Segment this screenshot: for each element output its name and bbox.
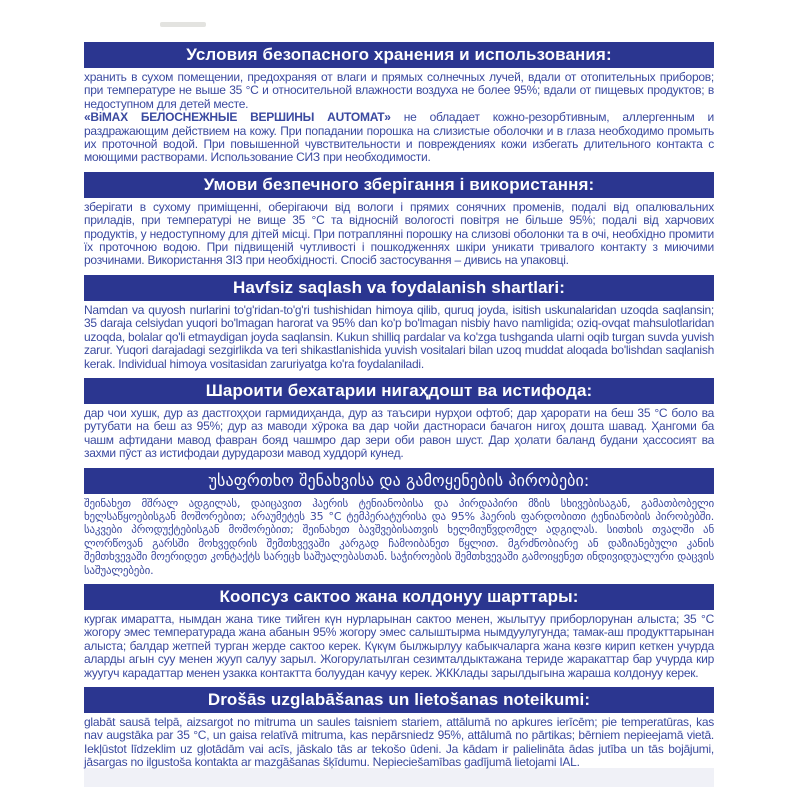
section-body-russian (84, 71, 714, 165)
paragraph-ky: кургак имаратта, нымдан жана тике тийген күн нурларынан сактоо менен, жылытуу приборлорунан алыста; 35 °С жогору эмес температурада жана абанын 95% жогору эмес салыштырма нымдуулугунда; тамак-аш продукттарынан алыста; балдар жетпей турган жерде сактоо керек. Күкүм былжырлуу кабыкчаларга жана көзгө кирип кеткен учурда аларды агын суу менен жууп салуу зарыл. Жогорулатылган сезимталдыктажана териде жаракаттар бар учурда кир жуугуч карадаттар менен узакка контактта болуудан качуу керек. ЖККлады зарылдыгына жараша колдонуу керек. (84, 611, 714, 680)
paragraph-uz: Namdan va quyosh nurlarini to'g'ridan-to'g'ri tushishidan himoya qilib, quruq joyda, isitish uskunalaridan uzoqda saqlansin; 35 daraja celsiydan yuqori bo'lmagan harorat va 95% dan ko'p bo'lmagan nisbiy havo namligida; oziq-ovqat mahsulotlaridan uzoqda, bolalar qo'li etmaydigan joyda saqlansin. Kukun shilliq pardalar va ko'zga tushganda ularni oqib turgan suvda yuvish zarur. Yuqori darajadagi sezgirlikda va teri shikastlanishida yuvish vositalari bilan uzoq muddat aloqada bo'lishdan saqlanish kerak. Individual himoya vositasidan zaruriyatga ko'ra foydalaniladi. (84, 302, 715, 371)
paragraph-tj: дар чои хушк, дур аз дастгоҳҳои гармидиҳанда, дур аз таъсири нурҳои офтоб; дар ҳарорати на беш 35 °С боло ва рутубати на беш аз 95%; дур аз маводи хӯрока ва дар чойи дастнораси бачагон нигоҳ дошта шавад. Ҳангоми ба чашм афтидани мавод фавран бояд чашмро дар зери оби равон шуст. Дар ҳолати баланд будани ҳассосият ва захми пӯст аз истифодаи дурударози мавод худдорӣ кунед. (84, 405, 714, 461)
section-header-latvian: Drošās uzglabāšanas un lietošanas noteikumi: (84, 687, 714, 713)
section-body-latvian (84, 716, 714, 770)
section-body-tajik (84, 407, 714, 461)
section-body-kyrgyz (84, 613, 714, 680)
paragraph-uk: зберігати в сухому приміщенні, оберігаючи від вологи і прямих сонячних променів, подалі від опалювальних приладів, при температурі не вище 35 °С та відносній вологості повітря не більше 95%; подалі від харчових продуктів, у недоступному для дітей місці. При потраплянні порошку на слизові оболонки та в очі, необхідно промити їх проточною водою. При підвищеній чутливості і пошкодженнях шкіри уникати тривалого контакту з миючими розчинами. Використання ЗІЗ при необхідності. Спосіб застосування – дивись на упаковці. (84, 199, 714, 268)
paragraph-storage-conditions-ru: хранить в сухом помещении, предохраняя от влаги и прямых солнечных лучей, вдали от отопительных приборов; при температуре не выше 35 °С и относительной влажности воздуха не более 95%; вдали от пищевых продуктов; в недоступном для детей месте. (84, 70, 714, 111)
paragraph-product-safety-ru (84, 111, 714, 165)
section-header-ukrainian: Умови безпечного зберігання і використання: (84, 172, 714, 198)
section-body-uzbek (84, 304, 714, 371)
section-header-russian: Условия безопасного хранения и использования: (84, 42, 714, 68)
section-latvian (84, 687, 714, 770)
top-smudge-artifact (160, 22, 206, 27)
paragraph-ge: შეინახეთ მშრალ ადგილას, დაიცავით ჰაერის ტენიანობისა და პირდაპირი მზის სხივებისაგან, გამათბობელი ხელსაწყოებისგან მოშორებით; არაუმეტეს 35 °C ტემპერატურისა და 95% ჰაერის ფარდობითი ტენიანობის პირობებში. საკვები პროდუქტებისგან მოშორებით; შეინახეთ ბავშვებისათვის ხელმიუწვდომელ ადგილას. სითხის თვალში ან ლორწოვან გარსში მოხვედრის შემთხვევაში კარგად ჩამოიბანეთ წყლით. მგრძნობიარე ან დაზიანებული კანის შემთხვევაში მოერიდეთ კონტაქტს სარეცხ საშუალებასთან. საჭიროების შემთხვევაში გამოიყენეთ ინდივიდუალური დაცვის საშუალებები. (84, 496, 714, 577)
paragraph-lv: glabāt sausā telpā, aizsargot no mitruma un saules taisniem stariem, attālumā no apkures ierīcēm; pie temperatūras, kas nav augstāka par 35 °C, un gaisa relatīvā mitruma, kas nepārsniedz 95%, attālumā no pārtikas; bērniem nepieejamā vietā. Iekļūstot līdzeklim uz gļotādām vai acīs, jāskalo tās ar tekošo ūdeni. Ja kādam ir palielināta ādas jutība un tās bojājumi, jāsargas no ilgustoša kontakta ar mazgāšanas šķīdumu. Nepieciešamības gadījumā lietojami IAL. (84, 715, 714, 770)
section-tajik (84, 378, 714, 461)
section-body-ukrainian (84, 201, 714, 268)
paragraph-product-safety-text-ru: не обладает кожно-резорбтивным, аллергенным и раздражающим действием на кожу. При попадании порошка на слизистые оболочки и в глаза необходимо промыть их проточной водой. При повышенной чувствительности и повреждениях кожи избегать длительного контакта с моющими растворами. Использование СИЗ при необходимости. (84, 110, 714, 165)
section-uzbek (84, 275, 714, 371)
section-header-tajik: Шароити бехатарии нигаҳдошт ва истифода: (84, 378, 714, 404)
faded-bottom-bar (84, 768, 714, 787)
brand-name: «BiMAX БЕЛОСНЕЖНЫЕ ВЕРШИНЫ AUTOMAT» (84, 110, 391, 125)
content-column (84, 42, 714, 777)
section-body-georgian (84, 497, 714, 577)
section-header-kyrgyz: Коопсуз сактоо жана колдонуу шарттары: (84, 584, 714, 610)
section-russian (84, 42, 714, 165)
section-kyrgyz (84, 584, 714, 680)
section-ukrainian (84, 172, 714, 268)
section-header-uzbek: Havfsiz saqlash va foydalanish shartlari: (84, 275, 714, 301)
section-georgian (84, 468, 714, 577)
section-header-georgian: უსაფრთხო შენახვისა და გამოყენების პირობები: (84, 468, 714, 494)
